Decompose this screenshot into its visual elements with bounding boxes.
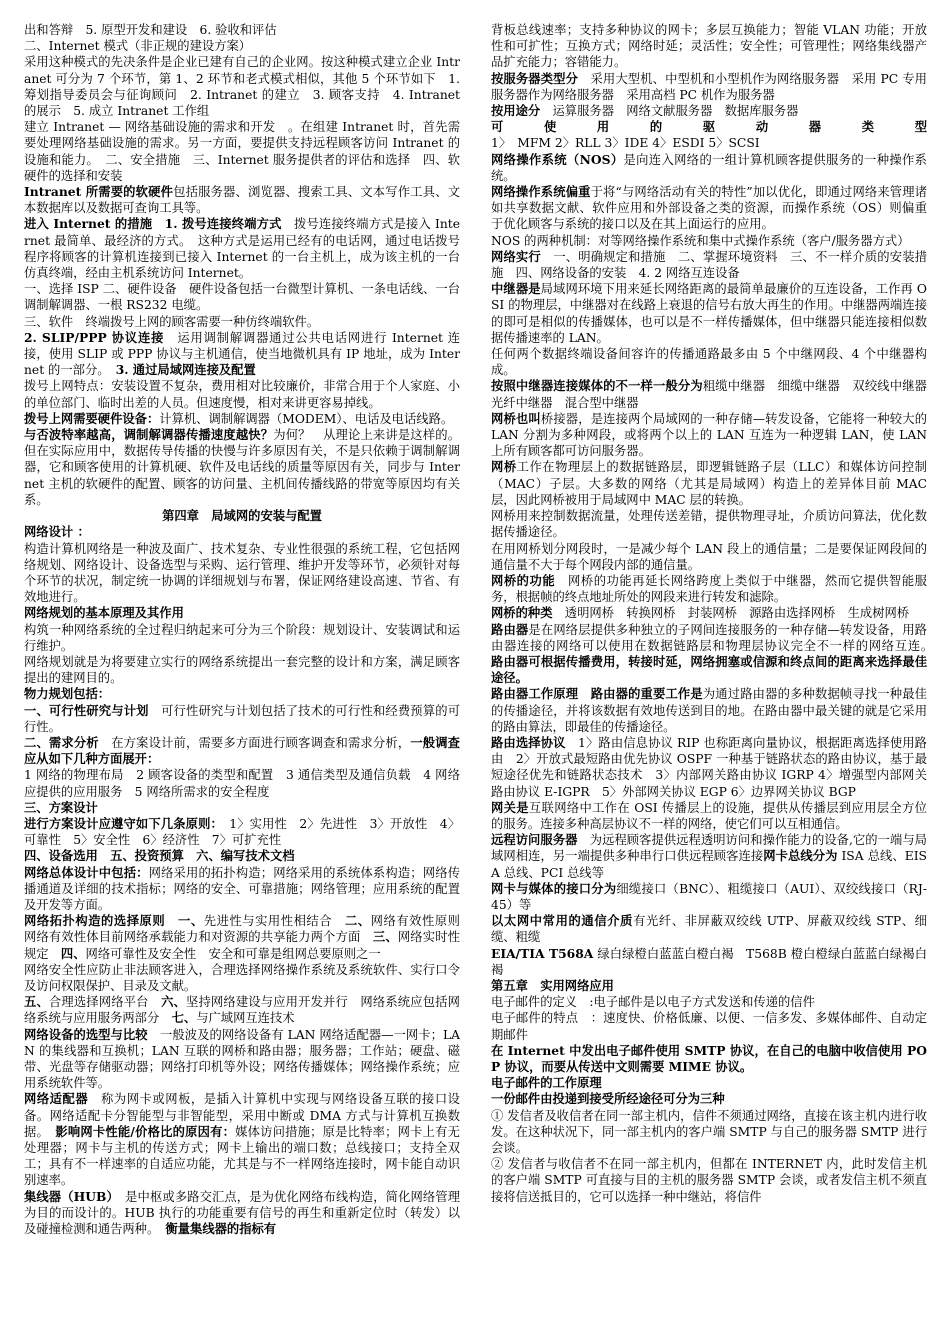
paragraph xyxy=(24,962,460,994)
paragraph xyxy=(24,1027,460,1092)
bold-text: 路由选择协议 xyxy=(491,734,566,750)
text: 背板总线速率；支持多种协议的网卡；多层互换能力；智能 VLAN 功能；开放性和可扩性；互换方式；网络时延；灵活性；安全性；可管理性；网络集线器产品扩充能力；容错能力。 xyxy=(491,23,927,70)
text: 拨号上网特点：安装设置不复杂，费用相对比较廉价，非常合用于个人家庭、小的单位部门、临时出差的人员。但速度慢，相对来讲更容易掉线。 xyxy=(24,379,460,410)
paragraph xyxy=(491,22,927,71)
paragraph xyxy=(491,735,927,800)
text: 一般波及的网络设备有 LAN 网络适配器—一网卡；LAN 的集线器和互换机；LAN 互联的网桥和路由器；服务器；工作站；硬盘、磁带、光盘等存储驱动器；网络打印机等外设；网络传播媒体；网络操作系统；应用系统软件等。 xyxy=(24,1027,460,1091)
right-column xyxy=(491,22,940,1205)
bold-text: 拨号上网需要硬件设备： xyxy=(24,410,160,426)
paragraph xyxy=(491,249,927,281)
bold-text: 四、设备选用 五、投资预算 六、编写技术文档 xyxy=(24,848,295,864)
paragraph xyxy=(24,686,460,702)
bold-text: 按服务器类型分 xyxy=(491,70,579,86)
text: 与广域网互连技术 xyxy=(196,1011,295,1026)
paragraph xyxy=(491,1091,927,1107)
paragraph xyxy=(24,330,460,379)
paragraph xyxy=(491,881,927,913)
bold-text: 中继器是 xyxy=(491,281,541,297)
bold-text: 网络拓扑构造的选择原则 一、 xyxy=(24,913,204,929)
bold-text: 衡量集线器的指标有 xyxy=(165,1221,277,1237)
bold-text: 影响网卡性能/价格比的原因有： xyxy=(55,1123,236,1139)
text: 网桥用来控制数据流量，处理传送差错，提供物理寻址，介质访问算法，优化数据传播途径。 xyxy=(491,509,927,540)
paragraph xyxy=(24,994,460,1026)
bold-text: 远程访问服务器 xyxy=(491,832,578,848)
paragraph xyxy=(24,816,460,848)
paragraph xyxy=(491,978,927,994)
bold-text: 网卡与媒体的接口分为 xyxy=(491,880,617,896)
paragraph xyxy=(24,605,460,621)
text: 坚持网络建设与应用开发并行 网络系统应包括网络系统与应用服务两部分 xyxy=(24,995,460,1026)
bold-text: 网络规划的基本原理及其作用 xyxy=(24,605,184,621)
paragraph xyxy=(24,913,473,962)
bold-text: 五、 xyxy=(24,994,49,1010)
text: 网络安全性应防止非法顾客进入，合理选择网络操作系统及系统软件、实行口令及访问权限保护、目录及文献。 xyxy=(24,962,460,993)
paragraph xyxy=(491,800,927,832)
paragraph xyxy=(491,103,927,119)
bold-text: 电子邮件的工作原理 xyxy=(491,1075,602,1091)
paragraph xyxy=(491,1156,927,1205)
text: 1〉路由信息协议 RIP 也称距离向量协议，根据距离选择使用路由 2〉开放式最短路由优先协议 OSPF 一种基于链路状态的路由协议，基于最短途径优先和链路状态技术 3〉内部网关路由协议 IGRP 4〉增强型内部网关路由协议 E-IGPR 5〉外部网关协议 EGP 6〉边界网关协议 BGP xyxy=(491,735,927,799)
text: 二、Internet 模式（非正规的建设方案） xyxy=(24,39,252,54)
paragraph xyxy=(491,135,927,151)
paragraph xyxy=(491,119,927,135)
paragraph xyxy=(24,1091,460,1188)
bold-text: 路由器工作原理 xyxy=(491,686,579,702)
bold-text: 2. SLIP/PPP 协议连接 xyxy=(24,329,165,345)
paragraph xyxy=(24,378,460,410)
text: 是中枢或多路交汇点，是为优化网络布线构造，简化网络管理为目的而设计的。HUB 执行的功能重要有信号的再生和重新定位时（转发）以及碰撞检测和通告两种。 xyxy=(24,1189,460,1237)
bold-text: 网络实行 xyxy=(491,248,541,264)
paragraph xyxy=(24,281,460,313)
text: 称为网卡或网板，是插入计算机中实现与网络设备互联的接口设备。网络适配卡分智能型与非智能型，采用中断或 DMA 方式与计算机互换数据。 xyxy=(24,1092,460,1139)
text: 工作在物理层上的数据链路层，即逻辑链路子层（LLC）和媒体访问控制（MAC）子层。大多数的网络（尤其是局域网）构造上的差异体目前 MAC 层，因此网桥被用于局域网中 MAC 层的转换。 xyxy=(491,460,927,507)
text: 是在网络层提供多种独立的子网间连接服务的一种存储—转发设备，用路由器连接的网络可以使用在数据链路层和物理层协议完全不一样的网络互连。 xyxy=(491,622,940,653)
paragraph xyxy=(24,1189,460,1238)
paragraph xyxy=(24,216,460,281)
text: 构筑一种网络系统的全过程归纳起来可分为三个阶段：规划设计、安装调试和运行维护。 xyxy=(24,622,460,653)
paragraph xyxy=(24,703,460,735)
bold-text: 六、 xyxy=(161,994,186,1010)
bold-text: 二、 xyxy=(344,913,371,929)
text: 网络实时性规定 xyxy=(24,930,460,961)
text: 1 网络的物理布局 2 顾客设备的类型和配置 3 通信类型及通信负载 4 网络应提供的应用服务 5 网络所需求的安全程度 xyxy=(24,768,460,799)
bold-text: 以太网中常用的通信介质 xyxy=(491,913,634,929)
bold-text: Intranet 所需要的软硬件 xyxy=(24,184,174,200)
text: 一、明确规定和措施 二、掌握环境资料 三、不一样介质的安装措施 四、网络设备的安装 4. 2 网络互连设备 xyxy=(491,249,927,281)
paragraph xyxy=(24,314,460,330)
bold-text: 按照中继器连接媒体的不一样一般分为 xyxy=(491,378,703,394)
paragraph xyxy=(24,848,460,864)
paragraph xyxy=(24,800,460,816)
left-column xyxy=(24,22,473,1237)
bold-text: 网桥 xyxy=(491,459,517,475)
paragraph xyxy=(24,184,460,216)
bold-text: 三、方案设计 xyxy=(24,799,98,815)
paragraph xyxy=(491,686,927,735)
paragraph xyxy=(24,411,460,427)
text: 一、选择 ISP 二、硬件设备 硬件设备包括一台微型计算机、一条电话线、一台调制解调器、一根 RS232 电缆。 xyxy=(24,282,460,313)
bold-text: 一般调查应从如下几种方面展开： xyxy=(24,734,460,767)
text: 互联网络中工作在 OSI 传播层上的设施，提供从传播层到应用层全方位的服务。连接多种高层协议不一样的网络，使它们可以互相通信。 xyxy=(491,800,927,831)
text: 媒体访问措施；原是比特率；网卡上有无处理器；网卡与主机的传送方式；网卡上输出的端口数；总线接口；支持全双工；具有不一样速率的自适应功能，尤其是与不一样网络连接时，网卡能自动识别速率。 xyxy=(24,1124,460,1188)
paragraph xyxy=(24,22,460,38)
text: 在用网桥划分网段时，一是减少每个 LAN 段上的通信量；二是要保证网段间的通信量不大于每个网段内部的通信量。 xyxy=(491,541,927,572)
bold-text: 网卡总线分为 xyxy=(763,848,838,864)
text: NOS 的两种机制：对等网络操作系统和集中式操作系统（客户/服务器方式） xyxy=(491,233,910,248)
bold-text: 路由器 xyxy=(491,621,529,637)
paragraph xyxy=(491,233,927,249)
text: 可行性研究与计划包括了技术的可行性和经费预算的可行性。 xyxy=(24,703,460,734)
text: 为远程顾客提供远程透明访问和操作能力的设备,它的一端与局域网相连，另一端提供多种串行口供远程顾客连接 xyxy=(491,833,927,864)
text: 是向连入网络的一组计算机顾客提供服务的一种操作系统。 xyxy=(491,152,927,183)
text: 电子邮件的特点 ：速度快、价格低廉、以便、一信多发、多媒体邮件、自动定期邮件 xyxy=(491,1011,927,1042)
paragraph xyxy=(24,767,460,799)
text: 为何？ 从理论上来讲是这样的。但在实际应用中，数据传导传播的快慢与许多原因有关，不是只依赖于调制解调器，它和顾客使用的计算机硬、软件及电话线的质量等原因有关，同步与 Internet 主机的软硬件的配置、顾客的访问量、主机间传播线路的带宽等原因均有关系。 xyxy=(24,428,460,507)
bold-text: 网络设备的选型与比较 xyxy=(24,1026,148,1042)
text: 合理选择网络平台 xyxy=(48,995,162,1010)
bold-text: 网络操作系统偏重 xyxy=(491,184,591,200)
paragraph xyxy=(491,946,927,978)
bold-text: 二、需求分析 xyxy=(24,734,99,750)
bold-text: 第四章 局域网的安装与配置 xyxy=(162,508,322,524)
text: 网络可靠性及安全性 安全和可靠是组网总要原则之一 xyxy=(85,946,381,961)
bold-text: 可 使 用 的 驱 动 器 类 型 xyxy=(491,119,927,135)
paragraph xyxy=(24,735,460,767)
paragraph xyxy=(491,994,927,1010)
bold-text: 四、 xyxy=(60,945,86,961)
text: 粗缆中继器 细缆中继器 双绞线中继器 光纤中继器 混合型中继器 xyxy=(491,379,940,410)
paragraph xyxy=(24,524,460,540)
text: 细缆接口（BNC）、粗缆接口（AUI）、双绞线接口（RJ-45）等 xyxy=(491,881,927,912)
bold-text: 网关是 xyxy=(491,799,529,815)
paragraph xyxy=(491,152,927,184)
text: 建立 Intranet — 网络基础设施的需求和开发 。在组建 Intranet 时，首先需要处理网络基础设施的需求。另一方面，要提供支持远程顾客访问 Intranet 的设施和能力。 二、安全措施 三、Internet 服务提供者的评估和选择 四、软硬件的选择和安装 xyxy=(24,120,460,183)
text: 网络规划就是为将要建立实行的网络系统提出一套完整的设计和方案，满足顾客提出的建网目的。 xyxy=(24,654,460,686)
text: 透明网桥 转换网桥 封装网桥 源路由选择网桥 生成树网桥 xyxy=(552,606,910,621)
bold-text: 集线器（HUB） xyxy=(24,1188,113,1204)
paragraph xyxy=(491,1043,927,1075)
paragraph xyxy=(491,913,927,945)
paragraph xyxy=(24,54,460,119)
paragraph xyxy=(24,119,460,184)
paragraph xyxy=(24,508,460,524)
text: 拨号连接终端方式是接入 Internet 最简单、最经济的方式。 这种方式是运用已经有的电话网，通过电话拨号程序将顾客的计算机连接到已接入 Internet 的一台主机上，成为该主机的一台仿真终端，经由主机系统访问 Internet。 xyxy=(24,217,460,281)
paragraph xyxy=(24,38,460,54)
bold-text: 物力规划包括： xyxy=(24,686,111,702)
paragraph xyxy=(24,865,460,914)
paragraph xyxy=(24,427,460,508)
bold-text: 网桥的种类 xyxy=(491,605,553,621)
bold-text: 网络适配器 xyxy=(24,1091,89,1107)
text: ② 发信者与收信者不在同一部主机内，但都在 INTERNET 内，此时发信主机的客户端 SMTP 可直接与目的主机的服务器 SMTP 会谈，或者发信主机不须直接将信送抵目的，它可以选择一种中继站，将信件 xyxy=(491,1157,927,1204)
text: 任何两个数据终端设备间容许的传播通路最多由 5 个中继网段、4 个中继器构成。 xyxy=(491,347,927,378)
paragraph xyxy=(491,1010,927,1042)
text: 为通过路由器的多种数据帧寻找一种最佳的传播途径，并将该数据有效地传送到目的地。在路由器中最关键的就是它采用的路由算法，即最佳的传播途径。 xyxy=(491,687,927,734)
text: 1〉 MFM 2〉RLL 3〉IDE 4〉ESDI 5〉SCSI xyxy=(491,136,760,151)
text: 于将“与网络活动有关的特性”加以优化，即通过网络来管理诸如共享数据文献、软件应用和外部设备之类的资源，而操作系统（OS）则偏重于优化顾客与系统的接口以及在其上面运行的应用。 xyxy=(491,185,927,232)
text: 有光纤、非屏蔽双绞线 UTP、屏蔽双绞线 STP、细缆、粗缆 xyxy=(491,914,927,945)
text: 运算服务器 网络文献服务器 数据库服务器 xyxy=(540,104,799,119)
text: 先进性与实用性相结合 xyxy=(203,914,345,929)
paragraph xyxy=(491,508,927,540)
paragraph xyxy=(491,1075,927,1091)
text: 运用调制解调器通过公共电话网进行 Internet 连接，使用 SLIP 或 PPP 协议与主机通信，使当地微机具有 IP 地址，成为 Internet 的一部分。 xyxy=(24,330,460,378)
bold-text: 在 Internet 中发出电子邮件使用 SMTP 协议，在自己的电脑中收信使用 POP 协议，而要从传送中文则需要 MIME 协议。 xyxy=(491,1042,927,1074)
paragraph xyxy=(491,71,927,103)
bold-text: 七、 xyxy=(171,1010,197,1026)
text: 出和答辩 5. 原型开发和建设 6. 验收和评估 xyxy=(24,23,277,37)
text: 包括服务器、浏览器、搜索工具、文本写作工具、文本数据库以及数据可查询工具等。 xyxy=(24,185,460,216)
bold-text: 一份邮件由投递到接受所经途径可分为三种 xyxy=(491,1091,725,1107)
paragraph xyxy=(491,1108,927,1157)
paragraph xyxy=(491,346,927,378)
text: 采用这种模式的先决条件是企业已建有自己的企业网。按这种模式建立企业 Intranet 可分为 7 个环节，第 1、2 环节和老式模式相似，其他 5 个环节如下 1. 筹划指导委员会与征询顾问 2. Intranet 的建立 3. 顾客支持 4. Intranet 的展示 5. 成立 Intranet 工作组 xyxy=(24,55,460,119)
bold-text: 进入 Internet 的措施 1. 拨号连接终端方式 xyxy=(24,216,282,232)
paragraph xyxy=(491,573,927,605)
text: 桥接器，是连接两个局域网的一种存储—转发设备，它能将一种较大的 LAN 分割为多种网段，或将两个以上的 LAN 互连为一种逻辑 LAN，使 LAN 上所有顾客都可访问服务器。 xyxy=(491,411,927,459)
paragraph xyxy=(491,281,927,346)
bold-text: 网络设计 ： xyxy=(24,524,90,540)
bold-text: 网络总体设计中包括： xyxy=(24,864,149,880)
paragraph xyxy=(24,654,460,686)
text: 电子邮件的定义 :电子邮件是以电子方式发送和传递的信件 xyxy=(491,995,815,1010)
paragraph xyxy=(24,541,460,606)
text: 在方案设计前，需要多方面进行顾客调查和需求分析， xyxy=(98,735,411,750)
paragraph xyxy=(491,541,927,573)
text xyxy=(578,687,590,701)
paragraph xyxy=(24,622,460,654)
bold-text: EIA/TIA T568A xyxy=(491,945,594,961)
paragraph xyxy=(491,378,940,410)
text: 构造计算机网络是一种波及面广、技术复杂、专业性很强的系统工程，它包括网络规划、网络设计、设备选型与采购、运行管理、维护开发等环节，必须针对每个环节的状况，制定统一协调的详细规划与布署，保证网络建设高速、节省、有效地进行。 xyxy=(24,541,460,605)
text: 网络采用的拓扑构造；网络采用的系统体系构造；网络传播通道及详细的技术指标；网络的安全、可靠措施；网络管理；应用系统的配置及开发等方面。 xyxy=(24,865,460,912)
bold-text: 与否波特率越高，调制解调器传播速度越快？ xyxy=(24,427,274,443)
bold-text: 网桥的功能 xyxy=(491,572,556,588)
text: 网络有效性原则 网络有效性体目前网络承载能力和对资源的共享能力两个方面 xyxy=(24,914,473,945)
text: 三、软件 终端拨号上网的顾客需要一种仿终端软件。 xyxy=(24,314,320,329)
paragraph xyxy=(491,459,927,508)
bold-text: 一、可行性研究与计划 xyxy=(24,702,149,718)
paragraph xyxy=(491,605,927,621)
bold-text: 网络操作系统（NOS） xyxy=(491,151,624,167)
paragraph xyxy=(491,832,927,881)
bold-text: 路由器可根据传播费用，转接时延，网络拥塞或信源和终点间的距离来选择最佳途径。 xyxy=(491,653,927,686)
paragraph xyxy=(491,621,940,687)
bold-text: 第五章 实用网络应用 xyxy=(491,977,614,993)
paragraph xyxy=(491,411,927,460)
bold-text: 进行方案设计应遵守如下几条原则： xyxy=(24,815,217,831)
text: 采用大型机、中型机和小型机作为网络服务器 采用 PC 专用服务器作为网络服务器 采用高档 PC 机作为服务器 xyxy=(491,71,927,102)
bold-text: 路由器的重要工作是 xyxy=(590,686,703,702)
text: 网桥的功能再延长网络跨度上类似于中继器，然而它提供智能服务，根据帧的终点地址所处的网段来进行转发和滤除。 xyxy=(491,573,927,605)
bold-text: 网桥也叫 xyxy=(491,410,541,426)
text: ISA 总线、EISA 总线、PCI 总线等 xyxy=(491,849,927,880)
bold-text: 三、 xyxy=(372,929,398,945)
text: ① 发信者及收信者在同一部主机内，信件不须通过网络，直接在该主机内进行收发。在这种状况下，同一部主机内的客户端 SMTP 与自己的服务器 SMTP 进行会谈。 xyxy=(491,1108,927,1156)
text: 计算机、调制解调器（MODEM）、电话及电话线路。 xyxy=(159,411,454,426)
text: 绿白绿橙白蓝蓝白橙白褐 T568B 橙白橙绿白蓝蓝白绿褐白褐 xyxy=(491,946,927,977)
bold-text: 按用途分 xyxy=(491,103,541,119)
text: 局域网环境下用来延长网络距离的最简单最廉价的互连设备，工作再 OSI 的物理层，中继器对在线路上衰退的信号右放大再生的作用。中继器两端连接的即可是相似的传播媒体，也可以是不一样传播媒体，但中继器只能连接相似数据传播速率的 LAN。 xyxy=(491,282,927,345)
paragraph xyxy=(491,184,927,233)
text: 1〉实用性 2〉先进性 3〉开放性 4〉可靠性 5〉安全性 6〉经济性 7〉可扩充性 xyxy=(24,816,460,848)
bold-text: 3. 通过局域网连接及配置 xyxy=(115,362,256,378)
